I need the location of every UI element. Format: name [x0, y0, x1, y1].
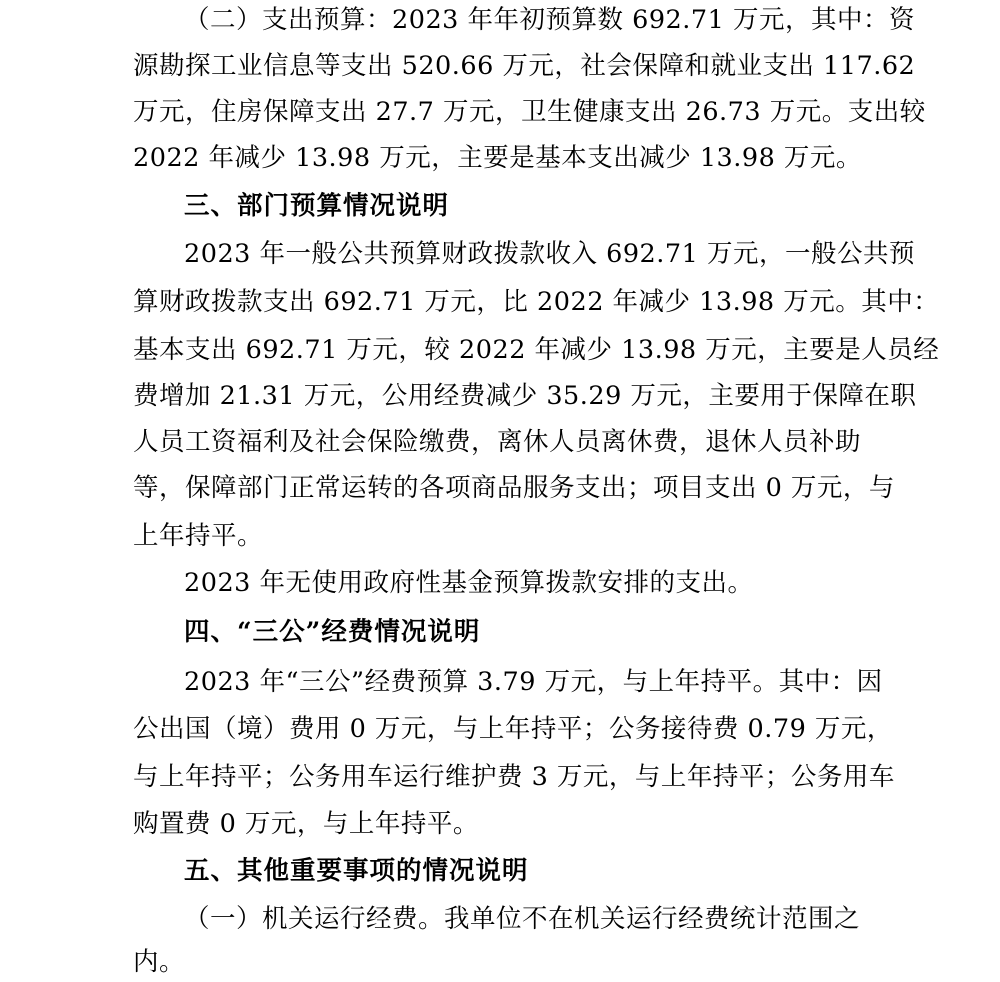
three-public-line-3: 与上年持平；公务用车运行维护费 3 万元，与上年持平；公务用车 — [133, 762, 895, 792]
department-budget-line-1: 2023 年一般公共预算财政拨款收入 692.71 万元，一般公共预 — [184, 239, 915, 269]
expenditure-budget-line-1: （二）支出预算：2023 年年初预算数 692.71 万元，其中：资 — [184, 5, 915, 35]
department-budget-line-7: 上年持平。 — [133, 521, 264, 551]
expenditure-budget-line-2: 源勘探工业信息等支出 520.66 万元，社会保障和就业支出 117.62 — [133, 51, 916, 81]
operating-expense-line-2: 内。 — [133, 947, 186, 977]
section-heading-other-matters: 五、其他重要事项的情况说明 — [184, 856, 529, 886]
section-heading-three-public: 四、“三公”经费情况说明 — [184, 617, 481, 647]
department-budget-line-2: 算财政拨款支出 692.71 万元，比 2022 年减少 13.98 万元。其中： — [133, 287, 940, 317]
three-public-line-2: 公出国（境）费用 0 万元，与上年持平；公务接待费 0.79 万元， — [133, 714, 893, 744]
three-public-line-1: 2023 年“三公”经费预算 3.79 万元，与上年持平。其中：因 — [184, 667, 883, 697]
department-budget-line-3: 基本支出 692.71 万元，较 2022 年减少 13.98 万元，主要是人员经 — [133, 335, 940, 365]
department-budget-line-6: 等，保障部门正常运转的各项商品服务支出；项目支出 0 万元，与 — [133, 473, 895, 503]
expenditure-budget-line-3: 万元，住房保障支出 27.7 万元，卫生健康支出 26.73 万元。支出较 — [133, 97, 926, 127]
expenditure-budget-line-4: 2022 年减少 13.98 万元，主要是基本支出减少 13.98 万元。 — [133, 143, 862, 173]
department-budget-line-4: 费增加 21.31 万元，公用经费减少 35.29 万元，主要用于保障在职 — [133, 381, 917, 411]
government-fund-line: 2023 年无使用政府性基金预算拨款安排的支出。 — [184, 568, 754, 598]
section-heading-department-budget: 三、部门预算情况说明 — [184, 191, 450, 221]
three-public-line-4: 购置费 0 万元，与上年持平。 — [133, 809, 479, 839]
department-budget-line-5: 人员工资福利及社会保险缴费，离休人员离休费，退休人员补助 — [133, 427, 862, 457]
operating-expense-line-1: （一）机关运行经费。我单位不在机关运行经费统计范围之 — [184, 904, 861, 934]
